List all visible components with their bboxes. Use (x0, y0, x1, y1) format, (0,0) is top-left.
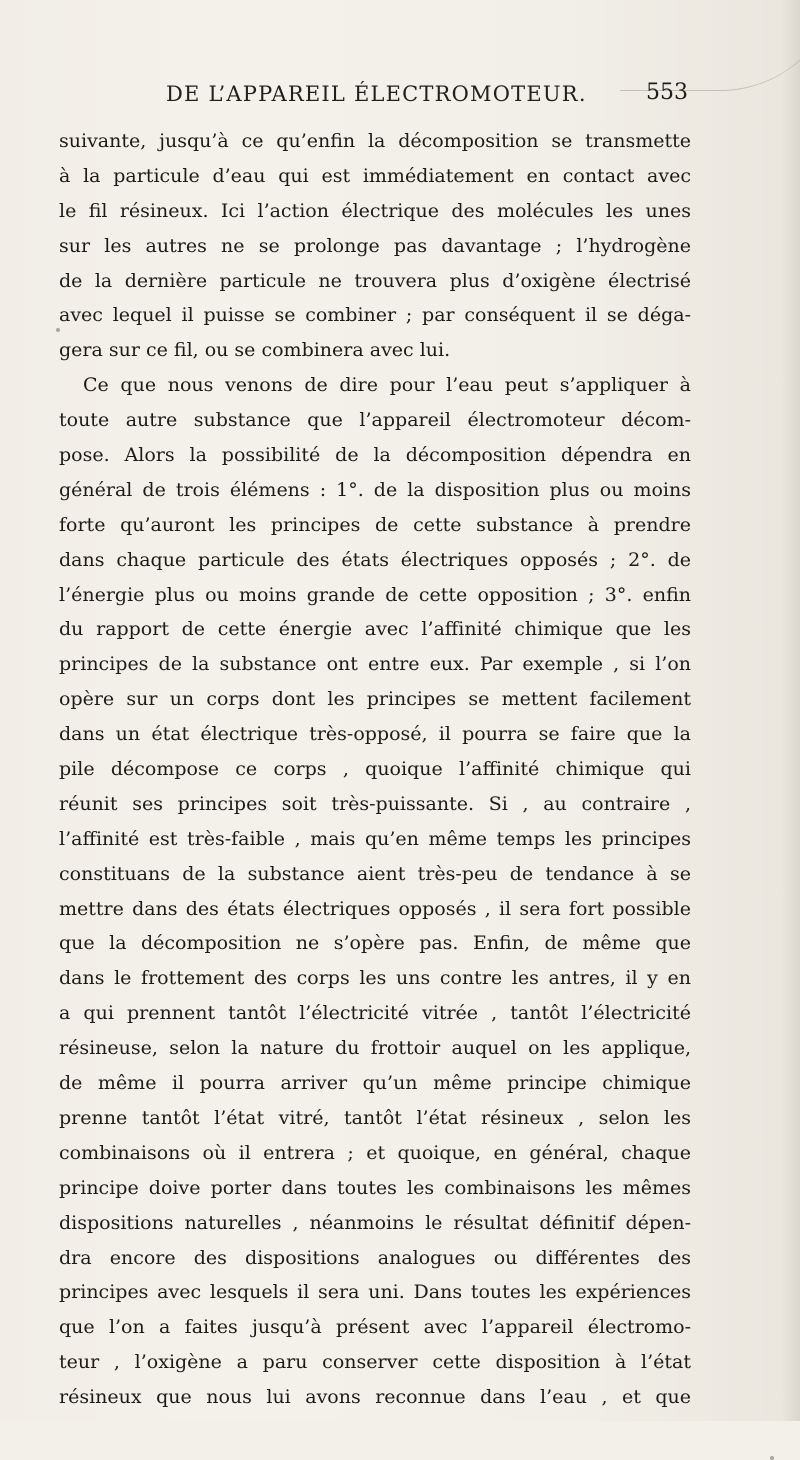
page-number: 553 (646, 80, 688, 105)
text-line: principe doive porter dans toutes les combinaisons les mêmes (59, 1176, 691, 1199)
text-line: sur les autres ne se prolonge pas davantage ; l’hydrogène (59, 234, 691, 257)
text-line: a qui prennent tantôt l’électricité vitrée , tantôt l’électricité (59, 1002, 691, 1025)
text-line: le fil résineux. Ici l’action électrique des molécules les unes (59, 199, 691, 222)
text-line: pile décompose ce corps , quoique l’affinité chimique qui (59, 758, 691, 781)
text-line: prenne tantôt l’état vitré, tantôt l’état résineux , selon les (59, 1106, 691, 1129)
page-corner-curl (620, 0, 800, 91)
text-line: résineux que nous lui avons reconnue dans l’eau , et que (59, 1386, 691, 1409)
text-line: pose. Alors la possibilité de la décomposition dépendra en (59, 444, 691, 467)
text-line: gera sur ce fil, ou se combinera avec lui. (59, 339, 451, 362)
text-line: réunit ses principes soit très-puissante. Si , au contraire , (59, 792, 691, 815)
running-header (166, 82, 628, 106)
text-line: dra encore des dispositions analogues ou différentes des (59, 1246, 691, 1269)
text-line: de même il pourra arriver qu’un même principe chimique (59, 1072, 691, 1095)
text-line: avec lequel il puisse se combiner ; par conséquent il se déga- (59, 304, 691, 327)
text-line: que l’on a faites jusqu’à présent avec l’appareil électromo- (59, 1316, 691, 1339)
text-line: de la dernière particule ne trouvera plus d’oxigène électrisé (59, 269, 691, 292)
text-line: forte qu’auront les principes de cette substance à prendre (59, 513, 691, 536)
paragraph-start-line: Ce que nous venons de dire pour l’eau peut s’appliquer à (83, 374, 691, 397)
text-line: suivante, jusqu’à ce qu’enfin la décomposition se transmette (59, 130, 691, 152)
text-line: constituans de la substance aient très-peu de tendance à se (59, 862, 691, 885)
text-line: combinaisons où il entrera ; et quoique, en général, chaque (59, 1141, 691, 1164)
text-line: toute autre substance que l’appareil électromoteur décom- (59, 409, 691, 432)
text-line: résineuse, selon la nature du frottoir auquel on les applique, (59, 1037, 691, 1060)
body-text (59, 124, 691, 1415)
text-line: général de trois élémens : 1°. de la disposition plus ou moins (59, 478, 691, 501)
text-line: mettre dans des états électriques opposés , il sera fort possible (59, 897, 691, 920)
text-line: dans chaque particule des états électriques opposés ; 2°. de (59, 548, 691, 571)
ink-speck (56, 328, 60, 332)
text-line: l’énergie plus ou moins grande de cette opposition ; 3°. enfin (59, 583, 691, 606)
running-title: DE L’APPAREIL ÉLECTROMOTEUR. (166, 82, 587, 106)
text-line: principes avec lesquels il sera uni. Dans toutes les expériences (59, 1281, 691, 1304)
text-line: opère sur un corps dont les principes se mettent facilement (59, 688, 691, 711)
text-line: dans le frottement des corps les uns contre les antres, il y en (59, 967, 691, 990)
text-line: que la décomposition ne s’opère pas. Enfin, de même que (59, 932, 691, 955)
text-line: teur , l’oxigène a paru conserver cette disposition à l’état (59, 1351, 691, 1374)
text-line: dans un état électrique très-opposé, il pourra se faire que la (59, 723, 691, 746)
ink-speck (770, 1456, 774, 1460)
page-edge-shadow (782, 0, 800, 1421)
text-line: dispositions naturelles , néanmoins le résultat définitif dépen- (59, 1211, 691, 1234)
text-line: l’affinité est très-faible , mais qu’en même temps les principes (59, 827, 691, 850)
text-line: à la particule d’eau qui est immédiatement en contact avec (59, 164, 691, 187)
text-line: principes de la substance ont entre eux. Par exemple , si l’on (59, 653, 691, 676)
text-line: du rapport de cette énergie avec l’affinité chimique que les (59, 618, 691, 641)
